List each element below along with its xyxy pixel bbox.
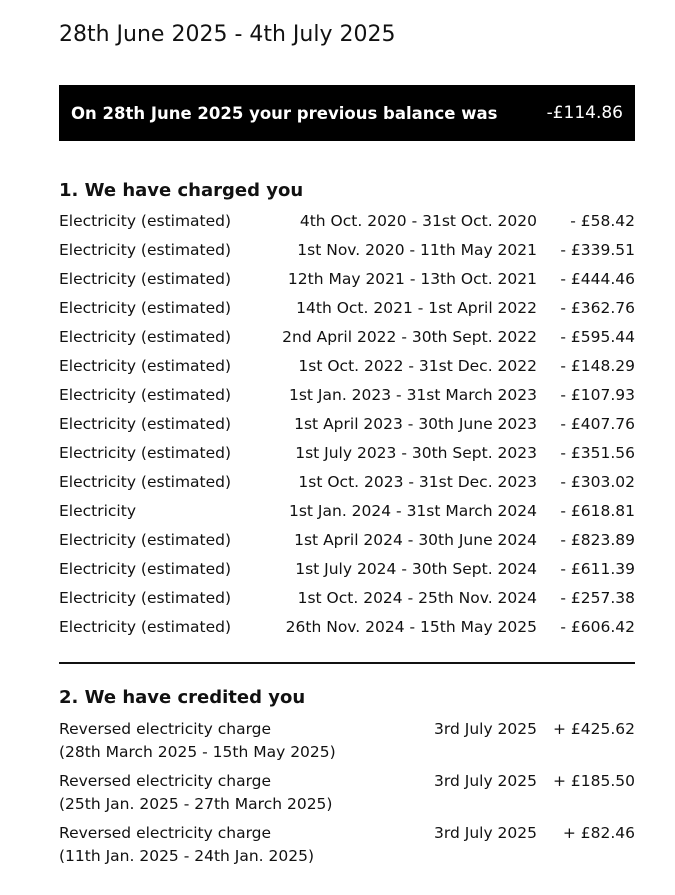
charge-amount: - £148.29 <box>560 357 635 375</box>
charge-amount: - £444.46 <box>560 270 635 288</box>
credit-amount: + £82.46 <box>562 824 635 842</box>
charge-period: 12th May 2021 - 13th Oct. 2021 <box>287 270 537 288</box>
charge-amount: - £362.76 <box>560 299 635 317</box>
charge-row <box>59 497 635 526</box>
charge-period: 1st April 2023 - 30th June 2023 <box>294 415 537 433</box>
credit-amount: + £185.50 <box>552 772 635 790</box>
charge-description: Electricity (estimated) <box>59 357 232 375</box>
charge-period: 1st Jan. 2024 - 31st March 2024 <box>288 502 537 520</box>
charge-row <box>59 468 635 497</box>
credit-range: (25th Jan. 2025 - 27th March 2025) <box>59 795 333 813</box>
charge-amount: - £407.76 <box>560 415 635 433</box>
credits-list <box>59 718 635 874</box>
charge-row <box>59 207 635 236</box>
charge-period: 1st Oct. 2022 - 31st Dec. 2022 <box>298 357 537 375</box>
charge-description: Electricity (estimated) <box>59 328 232 346</box>
charge-description: Electricity (estimated) <box>59 212 232 230</box>
charge-amount: - £303.02 <box>560 473 635 491</box>
previous-balance-amount: -£114.86 <box>546 103 623 123</box>
credits-section-title: 2. We have credited you <box>59 687 306 708</box>
charge-period: 1st Oct. 2024 - 25th Nov. 2024 <box>297 589 537 607</box>
charge-row <box>59 526 635 555</box>
credit-range: (11th Jan. 2025 - 24th Jan. 2025) <box>59 847 315 865</box>
charge-amount: - £595.44 <box>560 328 635 346</box>
charge-period: 1st Nov. 2020 - 11th May 2021 <box>297 241 537 259</box>
charge-description: Electricity (estimated) <box>59 473 232 491</box>
charge-period: 14th Oct. 2021 - 1st April 2022 <box>296 299 537 317</box>
charge-amount: - £339.51 <box>560 241 635 259</box>
credit-range: (28th March 2025 - 15th May 2025) <box>59 743 336 761</box>
charge-amount: - £107.93 <box>560 386 635 404</box>
charges-list <box>59 207 635 642</box>
charge-period: 1st April 2024 - 30th June 2024 <box>294 531 537 549</box>
charge-row <box>59 294 635 323</box>
charge-row <box>59 381 635 410</box>
charge-row <box>59 439 635 468</box>
charge-period: 1st July 2024 - 30th Sept. 2024 <box>295 560 537 578</box>
credit-row <box>59 822 635 874</box>
charge-row <box>59 265 635 294</box>
charge-period: 2nd April 2022 - 30th Sept. 2022 <box>282 328 537 346</box>
charges-section-title: 1. We have charged you <box>59 180 304 201</box>
charge-amount: - £618.81 <box>560 502 635 520</box>
charge-amount: - £606.42 <box>560 618 635 636</box>
charge-amount: - £257.38 <box>560 589 635 607</box>
credit-description: Reversed electricity charge <box>59 824 272 842</box>
credit-date: 3rd July 2025 <box>434 824 537 842</box>
charge-description: Electricity (estimated) <box>59 415 232 433</box>
charge-description: Electricity (estimated) <box>59 241 232 259</box>
charge-row <box>59 555 635 584</box>
charge-description: Electricity (estimated) <box>59 270 232 288</box>
credit-date: 3rd July 2025 <box>434 772 537 790</box>
charge-amount: - £823.89 <box>560 531 635 549</box>
charge-description: Electricity (estimated) <box>59 589 232 607</box>
charge-row <box>59 236 635 265</box>
charge-row <box>59 323 635 352</box>
section-divider <box>59 662 635 664</box>
charge-description: Electricity (estimated) <box>59 618 232 636</box>
charge-period: 4th Oct. 2020 - 31st Oct. 2020 <box>299 212 537 230</box>
charge-description: Electricity (estimated) <box>59 444 232 462</box>
charge-period: 1st July 2023 - 30th Sept. 2023 <box>295 444 537 462</box>
credit-date: 3rd July 2025 <box>434 720 537 738</box>
credit-description: Reversed electricity charge <box>59 772 272 790</box>
charge-period: 1st Oct. 2023 - 31st Dec. 2023 <box>298 473 537 491</box>
charge-row <box>59 584 635 613</box>
charge-row <box>59 352 635 381</box>
statement-period: 28th June 2025 - 4th July 2025 <box>59 22 396 47</box>
charge-amount: - £58.42 <box>570 212 635 230</box>
charge-amount: - £611.39 <box>560 560 635 578</box>
charge-description: Electricity (estimated) <box>59 299 232 317</box>
previous-balance-label: On 28th June 2025 your previous balance was <box>71 103 498 123</box>
credit-amount: + £425.62 <box>552 720 635 738</box>
charge-amount: - £351.56 <box>560 444 635 462</box>
charge-description: Electricity (estimated) <box>59 386 232 404</box>
credit-row <box>59 770 635 822</box>
charge-row <box>59 410 635 439</box>
credit-description: Reversed electricity charge <box>59 720 272 738</box>
charge-description: Electricity (estimated) <box>59 531 232 549</box>
charge-row <box>59 613 635 642</box>
charge-description: Electricity (estimated) <box>59 560 232 578</box>
charge-description: Electricity <box>59 502 136 520</box>
charge-period: 26th Nov. 2024 - 15th May 2025 <box>285 618 537 636</box>
credit-row <box>59 718 635 770</box>
charge-period: 1st Jan. 2023 - 31st March 2023 <box>288 386 537 404</box>
previous-balance-banner <box>59 85 635 141</box>
